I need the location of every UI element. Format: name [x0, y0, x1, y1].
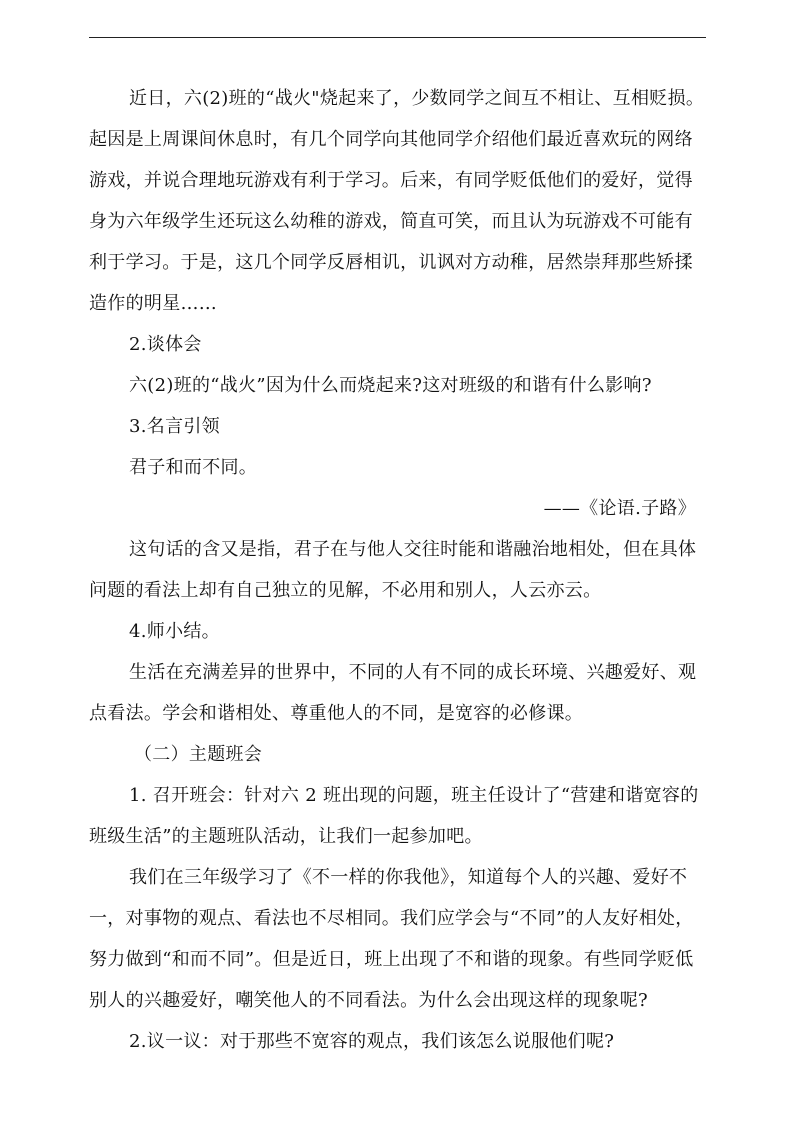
para-question: 六(2)班的“战火”因为什么而烧起来?这对班级的和谐有什么影响? — [129, 375, 652, 396]
para-incident: 近日，六(2)班的“战火"烧起来了，少数同学之间互不相让、互相贬损。起因是上周课间休息时，有几个同学向其他同学介绍他们最近喜欢玩的网络游戏，并说合理地玩游戏有利于学习。后来，有同学贬低他们的爱好，觉得身为六年级学生还玩这么幼稚的游戏，简直可笑，而且认为玩游戏不可能有利于学习。于是，这几个同学反唇相讥，讥讽对方动稚，居然崇拜那些矫揉造作的明星…… — [89, 88, 705, 314]
quote-source: ——《论语.子路》 — [543, 498, 696, 519]
heading-debate: 2.议一议：对于那些不宽容的观点，我们该怎么说服他们呢? — [129, 1031, 615, 1052]
para-summary: 生活在充满差异的世界中，不同的人有不同的成长环境、兴趣爱好、观点看法。学会和谐相处、尊重他人的不同，是宽容的必修课。 — [89, 662, 697, 724]
heading-discuss: 2.谈体会 — [129, 334, 202, 355]
para-meeting: 1. 召开班会：针对六 2 班出现的问题，班主任设计了“营建和谐宽容的班级生活”的主题班队活动，让我们一起参加吧。 — [89, 785, 699, 847]
heading-summary: 4.师小结。 — [129, 621, 220, 642]
heading-quote: 3.名言引领 — [129, 416, 220, 437]
para-review: 我们在三年级学习了《不一样的你我他》，知道每个人的兴趣、爱好不一，对事物的观点、看法也不尽相同。我们应学会与“不同”的人友好相处，努力做到“和而不同”。但是近日，班上出现了不和谐的现象。有些同学贬低别人的兴趣爱好，嘲笑他人的不同看法。为什么会出现这样的现象呢? — [89, 867, 694, 1011]
header-rule — [89, 37, 706, 38]
para-meaning: 这句话的含又是指，君子在与他人交往时能和谐融治地相处，但在具体问题的看法上却有自己独立的见解，不必用和别人，人云亦云。 — [89, 539, 697, 601]
quote-text: 君子和而不同。 — [129, 457, 258, 478]
document-body — [89, 78, 706, 1062]
heading-section-two: （二）主题班会 — [134, 744, 263, 765]
